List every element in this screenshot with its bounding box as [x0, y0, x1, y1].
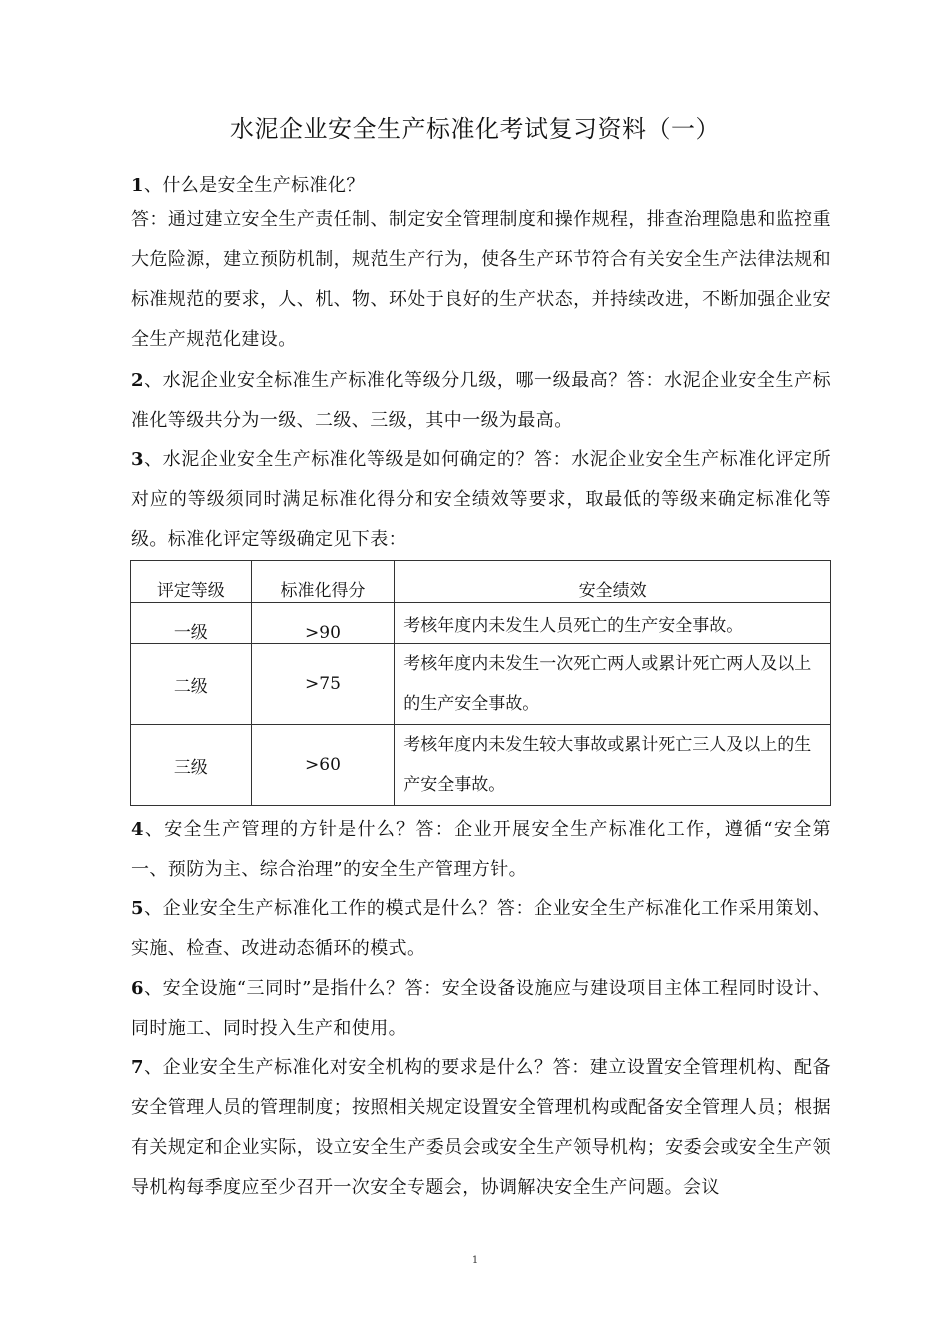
question-text: 、什么是安全生产标准化？ — [143, 175, 365, 196]
grade-table — [130, 560, 831, 806]
table-cell-level: 三级 — [131, 725, 252, 806]
question-number: 7 — [131, 1057, 144, 1078]
question-number: 2 — [131, 370, 144, 391]
question-2 — [131, 361, 831, 441]
table-row — [131, 644, 831, 725]
question-number: 3 — [131, 449, 144, 470]
table-row — [131, 603, 831, 644]
table-cell-score: >60 — [251, 725, 395, 806]
table-cell-score: >90 — [251, 603, 395, 644]
question-text: 、安全生产管理的方针是什么？答：企业开展安全生产标准化工作，遵循“安全第一、预防为主、综合治理”的安全生产管理方针。 — [131, 819, 831, 880]
question-number: 6 — [131, 978, 144, 999]
question-text: 、安全设施“三同时”是指什么？答：安全设备设施应与建设项目主体工程同时设计、同时施工、同时投入生产和使用。 — [131, 978, 831, 1039]
table-cell-performance: 考核年度内未发生较大事故或累计死亡三人及以上的生产安全事故。 — [395, 725, 831, 806]
question-number: 4 — [131, 819, 144, 840]
question-number: 1 — [131, 175, 144, 196]
page-number: 1 — [471, 1255, 479, 1266]
table-cell-level: 二级 — [131, 644, 252, 725]
question-3 — [131, 440, 831, 560]
question-7 — [131, 1048, 831, 1208]
question-text: 、企业安全生产标准化对安全机构的要求是什么？答：建立设置安全管理机构、配备安全管理人员的管理制度；按照相关规定设置安全管理机构或配备安全管理人员；根据有关规定和企业实际，设立安全生产委员会或安全生产领导机构；安委会或安全生产领导机构每季度应至少召开一次安全专题会，协调解决安全生产问题。会议 — [131, 1057, 831, 1198]
table-cell-level: 一级 — [131, 603, 252, 644]
table-cell-performance: 考核年度内未发生人员死亡的生产安全事故。 — [395, 603, 831, 644]
document-title: 水泥企业安全生产标准化考试复习资料（一） — [230, 115, 720, 143]
table-cell-performance: 考核年度内未发生一次死亡两人或累计死亡两人及以上的生产安全事故。 — [395, 644, 831, 725]
question-4 — [131, 810, 831, 890]
table-row — [131, 725, 831, 806]
table-header-level: 评定等级 — [131, 561, 252, 603]
question-text: 、水泥企业安全标准生产标准化等级分几级，哪一级最高？答：水泥企业安全生产标准化等级共分为一级、二级、三级，其中一级为最高。 — [131, 370, 831, 431]
table-cell-score: >75 — [251, 644, 395, 725]
table-header-score: 标准化得分 — [251, 561, 395, 603]
question-6 — [131, 969, 831, 1049]
table-header-performance: 安全绩效 — [395, 561, 831, 603]
question-text: 、水泥企业安全生产标准化等级是如何确定的？答：水泥企业安全生产标准化评定所对应的等级须同时满足标准化得分和安全绩效等要求，取最低的等级来确定标准化等级。标准化评定等级确定见下表： — [131, 449, 831, 550]
answer-1: 答：通过建立安全生产责任制、制定安全管理制度和操作规程，排查治理隐患和监控重大危险源，建立预防机制，规范生产行为，使各生产环节符合有关安全生产法律法规和标准规范的要求，人、机、物、环处于良好的生产状态，并持续改进，不断加强企业安全生产规范化建设。 — [131, 209, 831, 350]
question-number: 5 — [131, 898, 144, 919]
table-header-row — [131, 561, 831, 603]
question-text: 、企业安全生产标准化工作的模式是什么？答：企业安全生产标准化工作采用策划、实施、检查、改进动态循环的模式。 — [131, 898, 831, 959]
question-5 — [131, 889, 831, 969]
